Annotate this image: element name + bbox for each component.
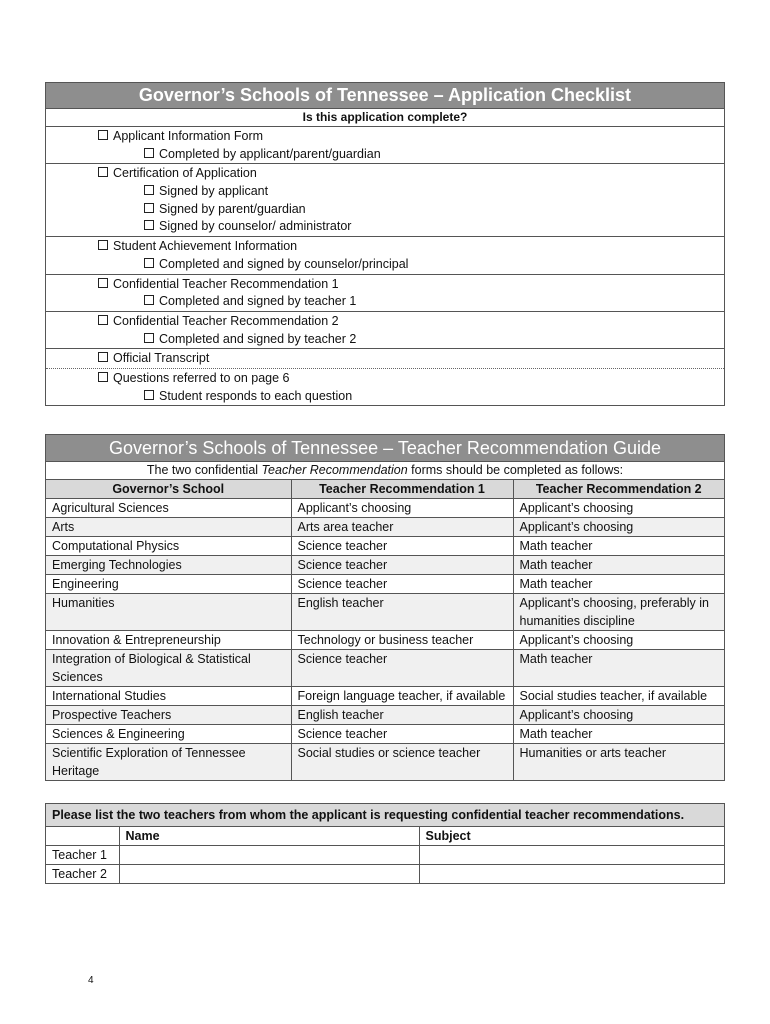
- checklist-item: [46, 218, 724, 236]
- checklist-item: [46, 128, 724, 146]
- rec1-cell: Technology or business teacher: [291, 631, 513, 650]
- checkbox[interactable]: [144, 220, 154, 230]
- checklist-item-label: Completed and signed by counselor/principal: [159, 256, 409, 271]
- school-cell: International Studies: [46, 687, 291, 706]
- table-row: [46, 631, 724, 650]
- checkbox[interactable]: [144, 148, 154, 158]
- rec1-cell: Science teacher: [291, 575, 513, 594]
- table-row: [46, 594, 724, 631]
- checklist-subtitle: Is this application complete?: [46, 109, 724, 127]
- checklist-item-label: Completed and signed by teacher 2: [159, 331, 357, 346]
- checklist-item-label: Confidential Teacher Recommendation 1: [113, 276, 339, 291]
- checklist-item: [46, 165, 724, 183]
- checkbox[interactable]: [144, 185, 154, 195]
- rec1-cell: Foreign language teacher, if available: [291, 687, 513, 706]
- school-cell: Integration of Biological & Statistical Sciences: [46, 650, 291, 687]
- rec1-cell: Science teacher: [291, 725, 513, 744]
- checklist-item: [46, 256, 724, 274]
- guide-intro: [46, 462, 724, 480]
- school-cell: Innovation & Entrepreneurship: [46, 631, 291, 650]
- name-column-header: Name: [119, 827, 419, 846]
- checklist-group: [46, 349, 724, 369]
- rec2-cell: Applicant’s choosing: [513, 631, 724, 650]
- school-cell: Engineering: [46, 575, 291, 594]
- teacher-subject-field[interactable]: [419, 865, 724, 884]
- rec2-cell: Applicant’s choosing: [513, 706, 724, 725]
- school-cell: Computational Physics: [46, 537, 291, 556]
- checklist-item: [46, 331, 724, 349]
- checklist-item-label: Signed by counselor/ administrator: [159, 219, 352, 234]
- guide-title: Governor’s Schools of Tennessee – Teacher Recommendation Guide: [46, 435, 724, 462]
- teacher-row: [46, 865, 724, 884]
- checklist-item-label: Certification of Application: [113, 166, 257, 181]
- table-row: [46, 650, 724, 687]
- checklist-title: Governor’s Schools of Tennessee – Application Checklist: [46, 83, 724, 109]
- checklist-item: [46, 293, 724, 311]
- checklist-item: [46, 276, 724, 294]
- table-row: [46, 687, 724, 706]
- school-cell: Emerging Technologies: [46, 556, 291, 575]
- rec2-cell: Math teacher: [513, 725, 724, 744]
- checkbox[interactable]: [98, 278, 108, 288]
- intro-text-after: forms should be completed as follows:: [407, 463, 624, 477]
- subject-column-header: Subject: [419, 827, 724, 846]
- school-cell: Agricultural Sciences: [46, 499, 291, 518]
- checklist-item-label: Student Achievement Information: [113, 239, 298, 254]
- teacher-name-field[interactable]: [119, 865, 419, 884]
- checklist-item-label: Student responds to each question: [159, 388, 353, 403]
- checkbox[interactable]: [144, 333, 154, 343]
- rec2-cell: Applicant’s choosing, preferably in humanities discipline: [513, 594, 724, 631]
- checklist-item: [46, 313, 724, 331]
- rec1-cell: Applicant’s choosing: [291, 499, 513, 518]
- rec2-cell: Math teacher: [513, 537, 724, 556]
- rec2-cell: Social studies teacher, if available: [513, 687, 724, 706]
- rec1-cell: Arts area teacher: [291, 518, 513, 537]
- school-cell: Humanities: [46, 594, 291, 631]
- checklist-item: [46, 370, 724, 388]
- checkbox[interactable]: [98, 352, 108, 362]
- checkbox[interactable]: [98, 167, 108, 177]
- checkbox[interactable]: [144, 295, 154, 305]
- rec1-cell: Social studies or science teacher: [291, 744, 513, 781]
- checkbox[interactable]: [98, 240, 108, 250]
- rec2-cell: Math teacher: [513, 575, 724, 594]
- teacher-row: [46, 846, 724, 865]
- checklist-item-label: Signed by applicant: [159, 184, 269, 199]
- table-row: [46, 706, 724, 725]
- checklist-groups: [46, 127, 724, 405]
- guide-table: [46, 480, 724, 780]
- checkbox[interactable]: [98, 315, 108, 325]
- checklist-item-label: Completed and signed by teacher 1: [159, 294, 357, 309]
- rec1-cell: Science teacher: [291, 556, 513, 575]
- rec2-cell: Humanities or arts teacher: [513, 744, 724, 781]
- teacher-recommendation-guide: [45, 434, 725, 781]
- teacher-request-form: [45, 803, 725, 884]
- rec1-cell: Science teacher: [291, 650, 513, 687]
- table-row: [46, 725, 724, 744]
- teacher-request-prompt: Please list the two teachers from whom the applicant is requesting confidential teacher recommendations.: [46, 804, 724, 827]
- checkbox[interactable]: [144, 203, 154, 213]
- checklist-group: [46, 164, 724, 237]
- checklist-item-label: Confidential Teacher Recommendation 2: [113, 313, 339, 328]
- checklist-item-label: Questions referred to on page 6: [113, 370, 290, 385]
- school-cell: Scientific Exploration of Tennessee Heritage: [46, 744, 291, 781]
- column-header-rec1: Teacher Recommendation 1: [291, 480, 513, 499]
- checklist-item: [46, 146, 724, 164]
- rec1-cell: English teacher: [291, 594, 513, 631]
- checklist-item: [46, 388, 724, 406]
- table-row: [46, 744, 724, 781]
- checklist-item: [46, 350, 724, 368]
- intro-text-before: The two confidential: [146, 463, 262, 477]
- blank-header-cell: [46, 827, 119, 846]
- checklist-item: [46, 201, 724, 219]
- table-row: [46, 518, 724, 537]
- rec2-cell: Applicant’s choosing: [513, 499, 724, 518]
- column-header-school: Governor’s School: [46, 480, 291, 499]
- checklist-item: [46, 183, 724, 201]
- teacher-subject-field[interactable]: [419, 846, 724, 865]
- checklist-item-label: Completed by applicant/parent/guardian: [159, 146, 381, 161]
- checkbox[interactable]: [98, 130, 108, 140]
- page-number: 4: [88, 975, 94, 986]
- checklist-group: [46, 127, 724, 164]
- checklist-item: [46, 238, 724, 256]
- school-cell: Arts: [46, 518, 291, 537]
- checkbox[interactable]: [144, 390, 154, 400]
- checklist-group: [46, 369, 724, 405]
- rec1-cell: Science teacher: [291, 537, 513, 556]
- checklist-item-label: Applicant Information Form: [113, 129, 264, 143]
- rec2-cell: Math teacher: [513, 650, 724, 687]
- checklist-group: [46, 275, 724, 312]
- teacher-request-table: [46, 827, 724, 883]
- school-cell: Sciences & Engineering: [46, 725, 291, 744]
- table-row: [46, 537, 724, 556]
- application-checklist: [45, 82, 725, 406]
- checklist-group: [46, 312, 724, 349]
- table-row: [46, 575, 724, 594]
- checkbox[interactable]: [144, 258, 154, 268]
- teacher-name-field[interactable]: [119, 846, 419, 865]
- rec2-cell: Math teacher: [513, 556, 724, 575]
- rec2-cell: Applicant’s choosing: [513, 518, 724, 537]
- checklist-item-label: Signed by parent/guardian: [159, 201, 306, 216]
- teacher-label: Teacher 2: [46, 865, 119, 884]
- intro-text-emphasis: Teacher Recommendation: [261, 463, 408, 477]
- checkbox[interactable]: [98, 372, 108, 382]
- column-header-rec2: Teacher Recommendation 2: [513, 480, 724, 499]
- checklist-item-label: Official Transcript: [113, 351, 210, 366]
- school-cell: Prospective Teachers: [46, 706, 291, 725]
- table-row: [46, 499, 724, 518]
- teacher-label: Teacher 1: [46, 846, 119, 865]
- table-row: [46, 556, 724, 575]
- checklist-group: [46, 237, 724, 274]
- rec1-cell: English teacher: [291, 706, 513, 725]
